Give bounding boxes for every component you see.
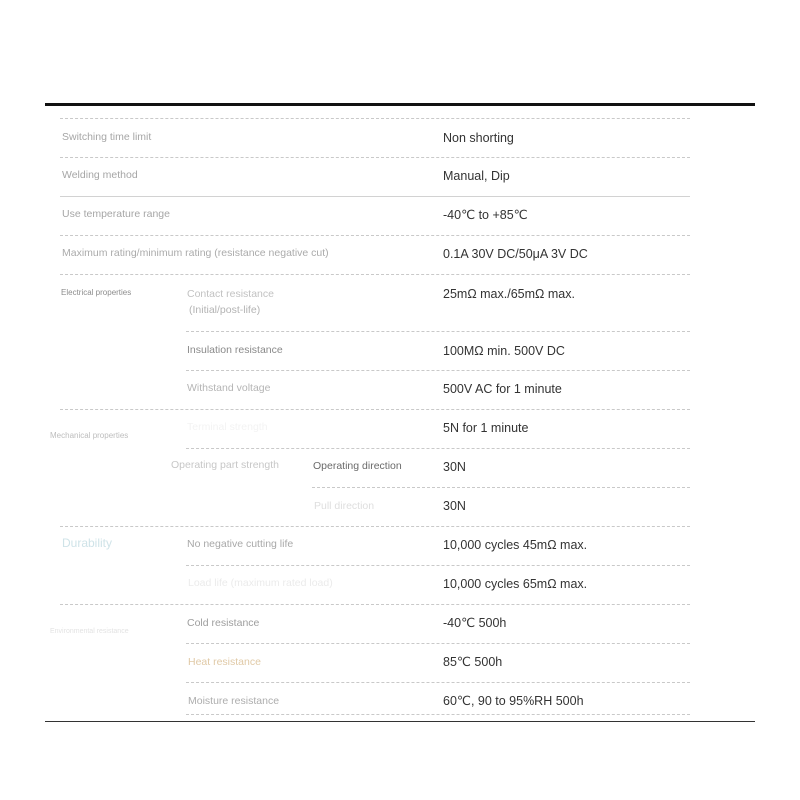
switching-time-limit-value: Non shorting xyxy=(443,131,514,145)
bottom-rule xyxy=(45,721,755,722)
mechanical-properties-group-label: Mechanical properties xyxy=(50,431,129,440)
withstand-voltage-label: Withstand voltage xyxy=(187,382,271,394)
insulation-resistance-label: Insulation resistance xyxy=(187,344,283,356)
row-divider xyxy=(60,196,690,197)
pull-direction-label: Pull direction xyxy=(314,500,375,512)
row-divider xyxy=(186,448,690,449)
row-divider xyxy=(60,235,690,236)
load-life-value: 10,000 cycles 65mΩ max. xyxy=(443,577,588,591)
row-divider xyxy=(60,526,690,527)
contact-resistance-label-note: (Initial/post-life) xyxy=(189,304,261,316)
row-divider xyxy=(186,370,690,371)
row-divider xyxy=(60,274,690,275)
pull-direction-value: 30N xyxy=(443,499,466,513)
terminal-strength-value: 5N for 1 minute xyxy=(443,421,529,435)
welding-method-value: Manual, Dip xyxy=(443,169,510,183)
cold-resistance-value: -40℃ 500h xyxy=(443,616,507,630)
row-divider xyxy=(186,682,690,683)
load-life-label: Load life (maximum rated load) xyxy=(188,577,333,589)
cold-resistance-label: Cold resistance xyxy=(187,617,260,629)
row-divider xyxy=(60,157,690,158)
electrical-properties-group-label: Electrical properties xyxy=(61,288,132,297)
top-rule xyxy=(45,103,755,106)
moisture-resistance-value: 60℃, 90 to 95%RH 500h xyxy=(443,694,584,708)
no-negative-cutting-life-value: 10,000 cycles 45mΩ max. xyxy=(443,538,588,552)
row-divider xyxy=(312,487,690,488)
row-divider xyxy=(60,118,690,119)
row-divider xyxy=(186,331,690,332)
environmental-resistance-group-label: Environmental resistance xyxy=(50,628,129,635)
heat-resistance-value: 85℃ 500h xyxy=(443,655,503,669)
maximum-rating-label: Maximum rating/minimum rating (resistance negative cut) xyxy=(62,247,329,259)
row-divider xyxy=(186,565,690,566)
operating-part-strength-label: Operating part strength xyxy=(171,459,279,471)
switching-time-limit-label: Switching time limit xyxy=(62,131,152,143)
withstand-voltage-value: 500V AC for 1 minute xyxy=(443,382,562,396)
moisture-resistance-label: Moisture resistance xyxy=(188,695,280,707)
heat-resistance-label: Heat resistance xyxy=(188,656,261,668)
maximum-rating-value: 0.1A 30V DC/50μA 3V DC xyxy=(443,247,588,261)
terminal-strength-label: Terminal strength xyxy=(187,421,268,433)
durability-group-label: Durability xyxy=(62,536,113,550)
insulation-resistance-value: 100MΩ min. 500V DC xyxy=(443,344,565,358)
welding-method-label: Welding method xyxy=(62,169,138,181)
operating-direction-value: 30N xyxy=(443,460,466,474)
use-temperature-range-label: Use temperature range xyxy=(62,208,170,220)
row-divider xyxy=(60,604,690,605)
contact-resistance-value: 25mΩ max./65mΩ max. xyxy=(443,287,575,301)
contact-resistance-label: Contact resistance xyxy=(187,288,274,300)
use-temperature-range-value: -40℃ to +85℃ xyxy=(443,208,528,222)
operating-direction-label: Operating direction xyxy=(313,460,402,472)
row-divider xyxy=(186,643,690,644)
row-divider xyxy=(186,714,690,715)
no-negative-cutting-life-label: No negative cutting life xyxy=(187,538,294,550)
row-divider xyxy=(60,409,690,410)
